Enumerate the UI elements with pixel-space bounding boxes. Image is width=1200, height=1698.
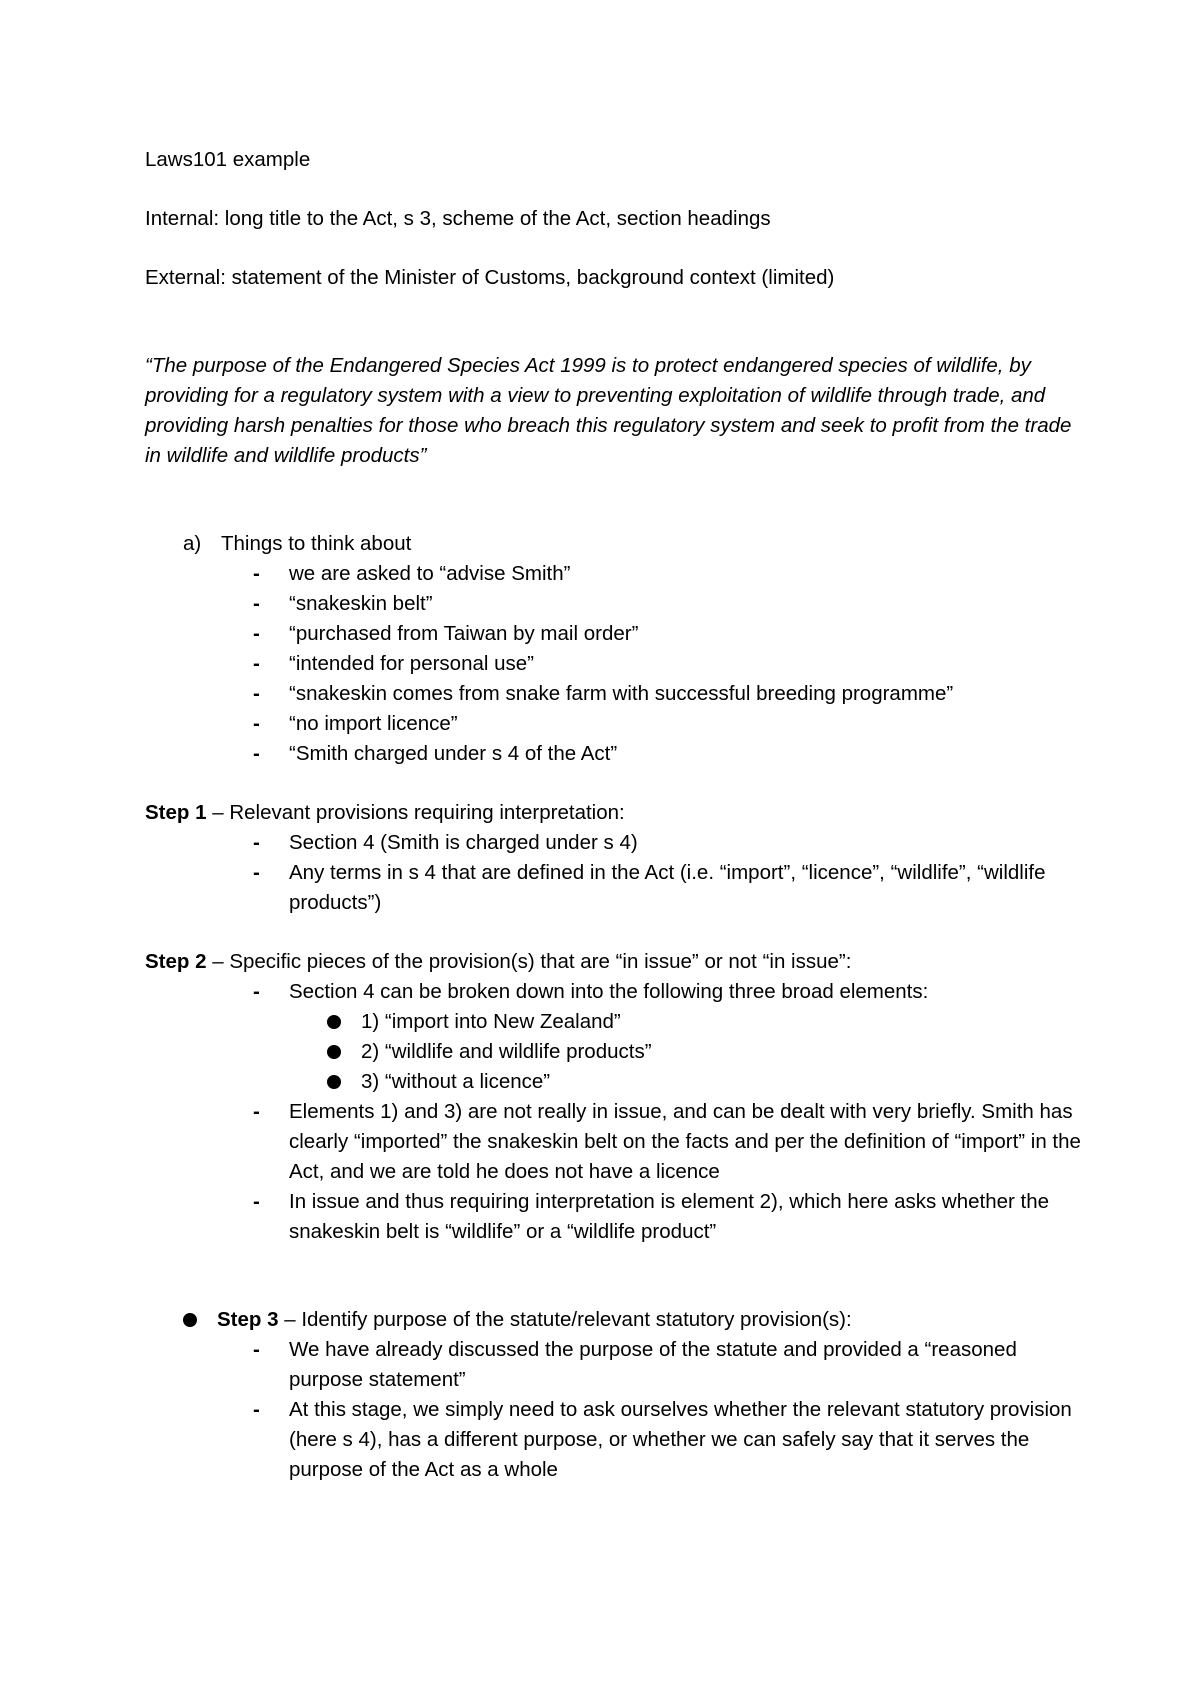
list-item: - “intended for personal use” [253,652,535,675]
list-item: 1) “import into New Zealand” [327,1007,1085,1037]
list-item: 3) “without a licence” [327,1067,1085,1097]
list-item: - Any terms in s 4 that are defined in the Act (i.e. “import”, “licence”, “wildlife”, “wildlife products”) [253,861,1046,914]
step-2-list-continued [145,1097,1085,1247]
list-item: - “purchased from Taiwan by mail order” [253,622,639,645]
bullet-icon [183,1313,217,1335]
step-2-list [145,977,1085,1007]
list-item: - In issue and thus requiring interpretation is element 2), which here asks whether the snakeskin belt is “wildlife” or a “wildlife product” [253,1190,1050,1243]
step-2-elements-list [145,1007,1085,1097]
step-1-list [145,828,1085,918]
bullet-icon [327,1045,347,1059]
document-title: Laws101 example [145,148,311,171]
list-item: - “Smith charged under s 4 of the Act” [253,742,618,765]
step-2-heading: Step 2 – Specific pieces of the provision(s) that are “in issue” or not “in issue”: [145,950,852,973]
step-3-label: Step 3 [217,1308,279,1331]
step-1-label: Step 1 [145,801,207,824]
bullet-icon [327,1015,347,1029]
step-2-label: Step 2 [145,950,207,973]
document-content [145,145,1085,1485]
list-item: - Elements 1) and 3) are not really in issue, and can be dealt with very briefly. Smith has clearly “imported” the snakeskin belt on the facts and per the definition of “import” in the Act, and we are told he does not have a licence [253,1100,1081,1183]
section-a-heading [183,529,1085,559]
list-item: - “snakeskin comes from snake farm with successful breeding programme” [253,682,954,705]
internal-aids-line: Internal: long title to the Act, s 3, scheme of the Act, section headings [145,207,771,230]
list-item: - Section 4 (Smith is charged under s 4) [253,831,638,854]
section-a-title: Things to think about [221,532,412,555]
bullet-icon [327,1075,347,1089]
external-aids-line: External: statement of the Minister of Customs, background context (limited) [145,266,835,289]
list-item: - “no import licence” [253,712,458,735]
purpose-statement-quote: “The purpose of the Endangered Species Act 1999 is to protect endangered species of wildlife, by providing for a regulatory system with a view to preventing exploitation of wildlife through trade, and providing harsh penalties for those who breach this regulatory system and seek to profit from the trade in wildlife and wildlife products” [145,354,1072,467]
list-item: - At this stage, we simply need to ask ourselves whether the relevant statutory provision (here s 4), has a different purpose, or whether we can safely say that it serves the purpose of the Act as a whole [253,1398,1072,1481]
list-item: - we are asked to “advise Smith” [253,562,571,585]
step-3-heading: Step 3 – Identify purpose of the statute/relevant statutory provision(s): [183,1305,1085,1335]
section-a-marker: a) [183,532,202,555]
list-item: - We have already discussed the purpose of the statute and provided a “reasoned purpose statement” [253,1338,1017,1391]
section-a-list [145,559,1085,769]
list-item: 2) “wildlife and wildlife products” [327,1037,1085,1067]
list-item: - Section 4 can be broken down into the following three broad elements: [253,980,929,1003]
step-1-heading: Step 1 – Relevant provisions requiring interpretation: [145,801,625,824]
step-3-list [145,1335,1085,1485]
list-item: - “snakeskin belt” [253,592,433,615]
